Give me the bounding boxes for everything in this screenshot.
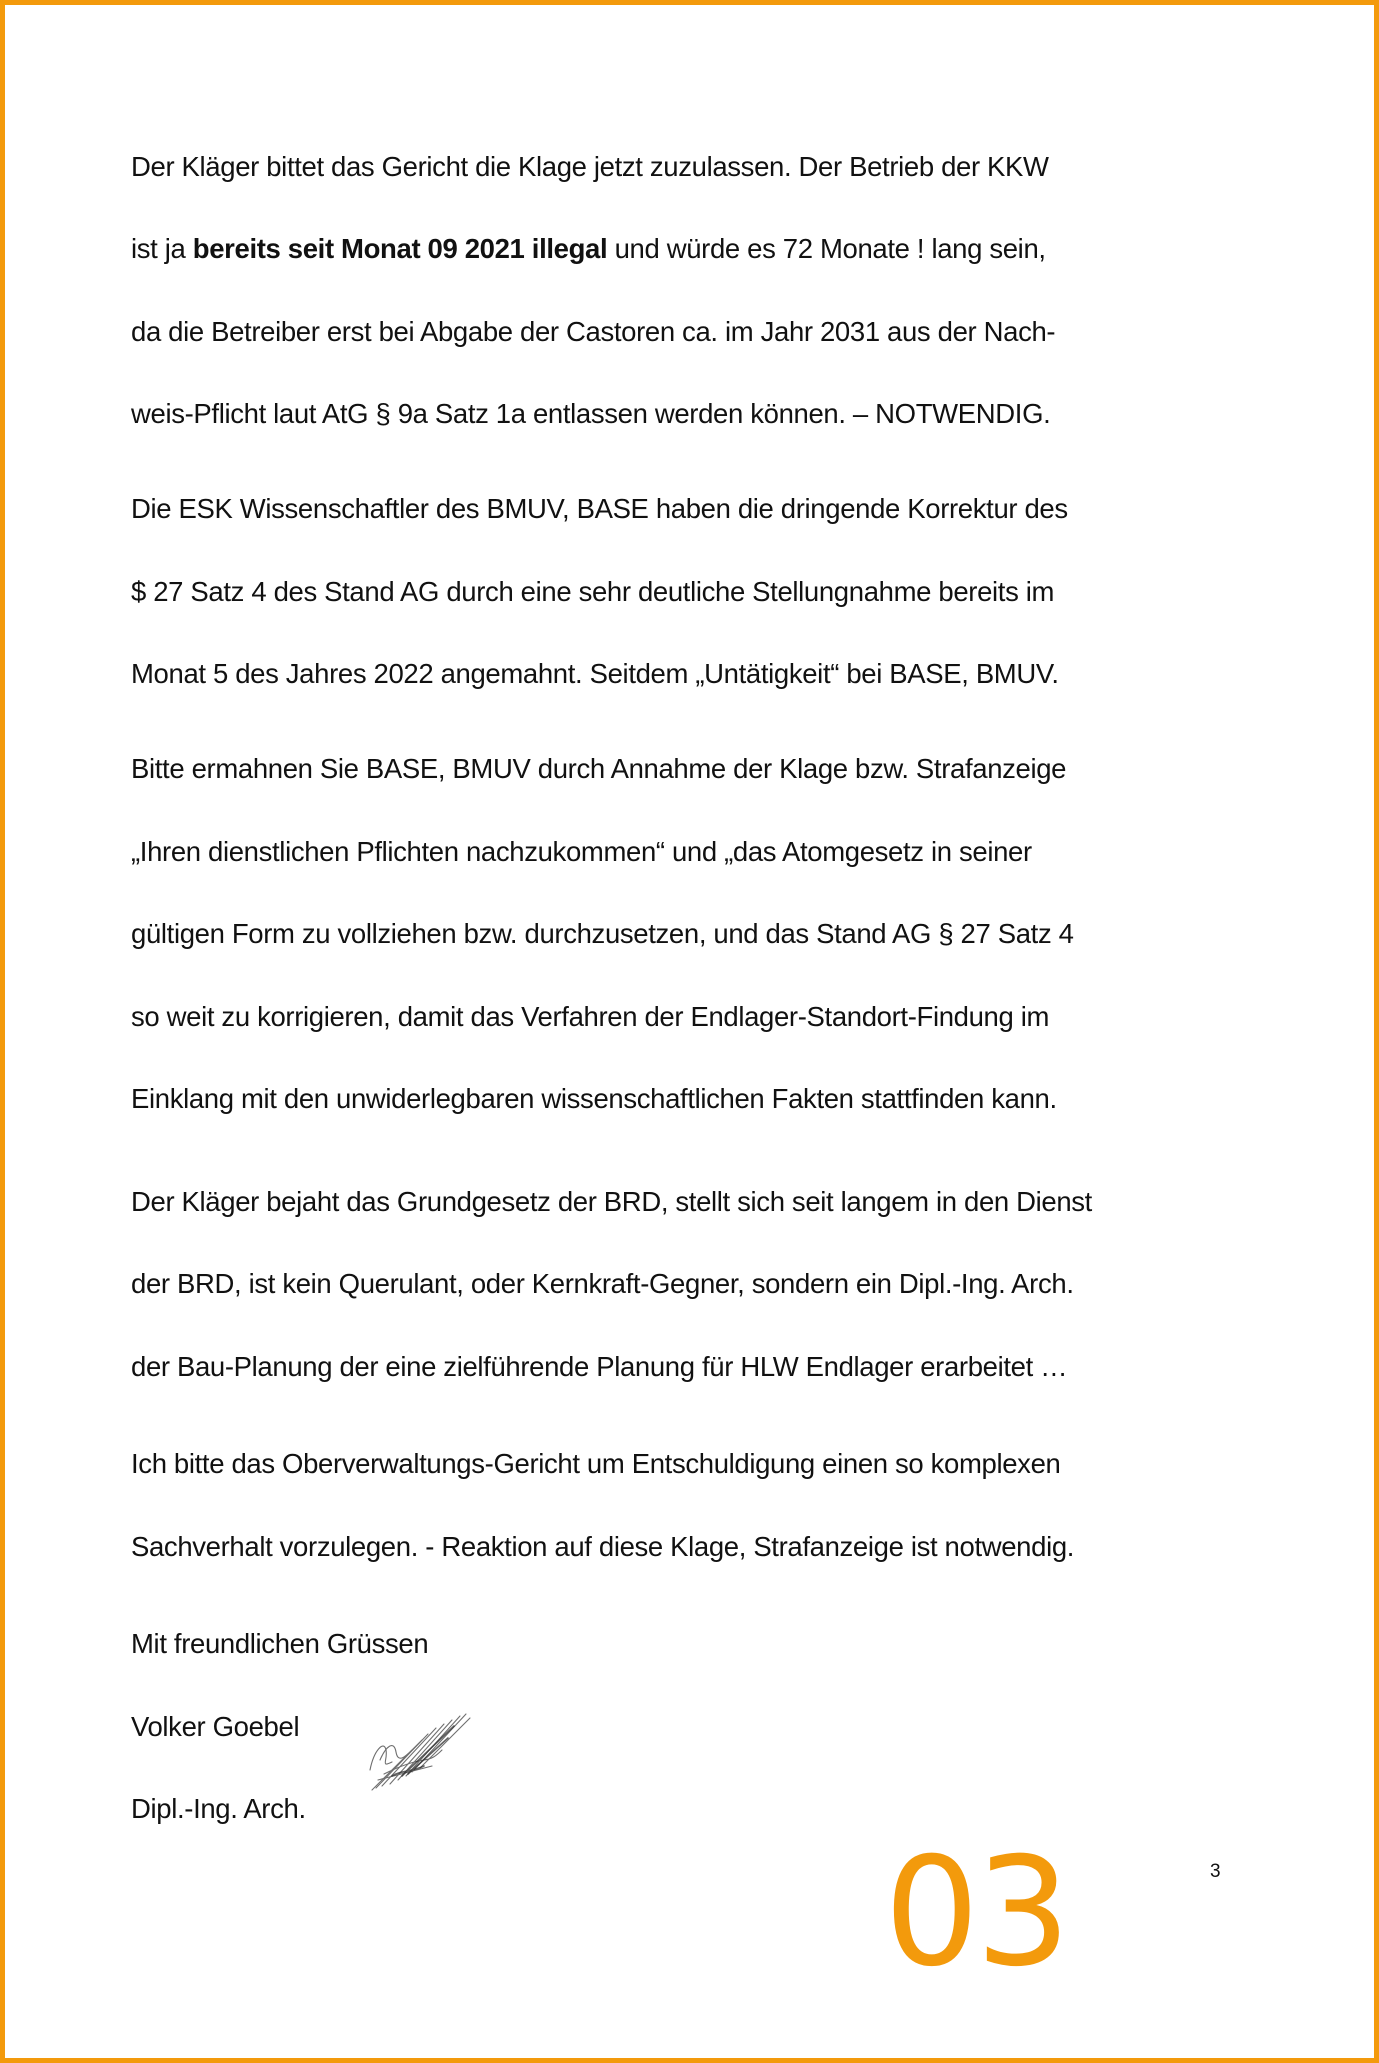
paragraph-3-line-1: Bitte ermahnen Sie BASE, BMUV durch Annahme der Klage bzw. Strafanzeige [131, 753, 1067, 784]
paragraph-4-line-2: der BRD, ist kein Querulant, oder Kernkraft-Gegner, sondern ein Dipl.-Ing. Arch. [131, 1268, 1074, 1299]
paragraph-1-line-4: weis-Pflicht laut AtG § 9a Satz 1a entlassen werden können. – NOTWENDIG. [131, 398, 1051, 429]
paragraph-3-line-5: Einklang mit den unwiderlegbaren wissenschaftlichen Fakten stattfinden kann. [131, 1083, 1057, 1114]
paragraph-4-line-3: der Bau-Planung der eine zielführende Planung für HLW Endlager erarbeitet … [131, 1351, 1068, 1382]
line-text: ist ja [131, 233, 193, 264]
paragraph-3-line-4: so weit zu korrigieren, damit das Verfahren der Endlager-Standort-Findung im [131, 1001, 1050, 1032]
bold-emphasis: bereits seit Monat 09 2021 illegal [192, 233, 608, 264]
paragraph-2-line-1: Die ESK Wissenschaftler des BMUV, BASE haben die dringende Korrektur des [131, 493, 1068, 524]
handwritten-signature-icon [362, 1710, 477, 1800]
signer-name: Volker Goebel [131, 1711, 300, 1742]
paragraph-3-line-3: gültigen Form zu vollziehen bzw. durchzusetzen, und das Stand AG § 27 Satz 4 [131, 918, 1074, 949]
paragraph-1-line-2 [131, 235, 1046, 263]
paragraph-1-line-1: Der Kläger bittet das Gericht die Klage jetzt zuzulassen. Der Betrieb der KKW [131, 151, 1049, 182]
paragraph-1-line-3: da die Betreiber erst bei Abgabe der Castoren ca. im Jahr 2031 aus der Nach- [131, 316, 1056, 347]
paragraph-3-line-2: „Ihren dienstlichen Pflichten nachzukommen“ und „das Atomgesetz in seiner [131, 836, 1032, 867]
paragraph-4-line-1: Der Kläger bejaht das Grundgesetz der BRD, stellt sich seit langem in den Dienst [131, 1186, 1092, 1217]
paragraph-5-line-1: Ich bitte das Oberverwaltungs-Gericht um Entschuldigung einen so komplexen [131, 1448, 1061, 1479]
paragraph-5-line-2: Sachverhalt vorzulegen. - Reaktion auf diese Klage, Strafanzeige ist notwendig. [131, 1531, 1075, 1562]
page-number: 3 [1210, 1861, 1221, 1882]
section-number: 03 [884, 1826, 1067, 2000]
signer-title: Dipl.-Ing. Arch. [131, 1793, 306, 1824]
paragraph-2-line-3: Monat 5 des Jahres 2022 angemahnt. Seitdem „Untätigkeit“ bei BASE, BMUV. [131, 658, 1059, 689]
line-text: und würde es 72 Monate ! lang sein, [607, 233, 1046, 264]
paragraph-2-line-2: $ 27 Satz 4 des Stand AG durch eine sehr deutliche Stellungnahme bereits im [131, 576, 1055, 607]
closing-greeting: Mit freundlichen Grüssen [131, 1628, 429, 1659]
